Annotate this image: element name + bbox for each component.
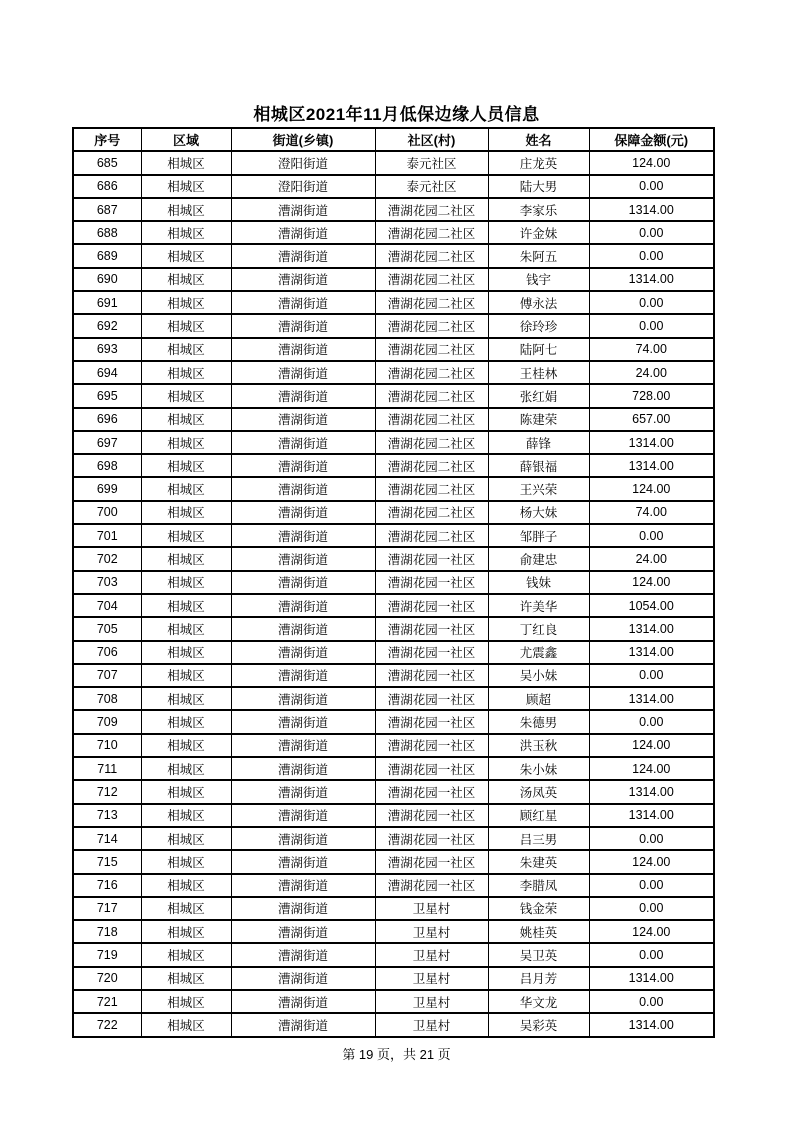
serial-cell: 689 — [73, 244, 141, 267]
table-row — [73, 175, 714, 198]
district-cell: 相城区 — [141, 221, 231, 244]
amount-cell: 1314.00 — [589, 454, 714, 477]
serial-cell: 706 — [73, 641, 141, 664]
table-header — [73, 128, 714, 151]
serial-cell: 708 — [73, 687, 141, 710]
name-cell: 钱金荣 — [488, 897, 589, 920]
name-cell: 姚桂英 — [488, 920, 589, 943]
community-cell: 卫星村 — [375, 943, 488, 966]
community-cell: 漕湖花园一社区 — [375, 757, 488, 780]
community-cell: 漕湖花园一社区 — [375, 780, 488, 803]
table-row — [73, 664, 714, 687]
community-cell: 卫星村 — [375, 967, 488, 990]
page-title: 相城区2021年11月低保边缘人员信息 — [253, 105, 540, 124]
table-row — [73, 710, 714, 733]
serial-cell: 705 — [73, 617, 141, 640]
serial-cell: 714 — [73, 827, 141, 850]
community-cell: 漕湖花园一社区 — [375, 547, 488, 570]
community-cell: 漕湖花园二社区 — [375, 268, 488, 291]
serial-cell: 711 — [73, 757, 141, 780]
serial-cell: 694 — [73, 361, 141, 384]
name-cell: 陆阿七 — [488, 338, 589, 361]
table-row — [73, 291, 714, 314]
street-cell: 漕湖街道 — [231, 943, 375, 966]
street-cell: 漕湖街道 — [231, 571, 375, 594]
amount-cell: 1314.00 — [589, 431, 714, 454]
table-row — [73, 524, 714, 547]
district-cell: 相城区 — [141, 431, 231, 454]
name-cell: 吴小妹 — [488, 664, 589, 687]
community-cell: 卫星村 — [375, 920, 488, 943]
amount-cell: 0.00 — [589, 897, 714, 920]
street-cell: 漕湖街道 — [231, 268, 375, 291]
table-row — [73, 850, 714, 873]
page-number: 第 19 页，共 21 页 — [342, 1047, 451, 1062]
community-cell: 漕湖花园一社区 — [375, 664, 488, 687]
table-row — [73, 1013, 714, 1036]
name-cell: 薛银福 — [488, 454, 589, 477]
table-row — [73, 804, 714, 827]
serial-cell: 695 — [73, 384, 141, 407]
header-amount: 保障金额(元) — [589, 128, 714, 151]
district-cell: 相城区 — [141, 897, 231, 920]
table-row — [73, 151, 714, 174]
street-cell: 漕湖街道 — [231, 664, 375, 687]
community-cell: 漕湖花园二社区 — [375, 314, 488, 337]
community-cell: 漕湖花园一社区 — [375, 710, 488, 733]
table-row — [73, 943, 714, 966]
community-cell: 漕湖花园一社区 — [375, 571, 488, 594]
table-row — [73, 221, 714, 244]
name-cell: 钱宇 — [488, 268, 589, 291]
community-cell: 漕湖花园一社区 — [375, 734, 488, 757]
name-cell: 汤凤英 — [488, 780, 589, 803]
community-cell: 漕湖花园一社区 — [375, 827, 488, 850]
district-cell: 相城区 — [141, 291, 231, 314]
community-cell: 卫星村 — [375, 990, 488, 1013]
table-row — [73, 874, 714, 897]
district-cell: 相城区 — [141, 547, 231, 570]
street-cell: 漕湖街道 — [231, 687, 375, 710]
street-cell: 漕湖街道 — [231, 314, 375, 337]
serial-cell: 704 — [73, 594, 141, 617]
street-cell: 漕湖街道 — [231, 804, 375, 827]
street-cell: 漕湖街道 — [231, 524, 375, 547]
street-cell: 漕湖街道 — [231, 850, 375, 873]
district-cell: 相城区 — [141, 338, 231, 361]
name-cell: 顾超 — [488, 687, 589, 710]
table-row — [73, 920, 714, 943]
community-cell: 漕湖花园二社区 — [375, 338, 488, 361]
serial-cell: 687 — [73, 198, 141, 221]
table-row — [73, 687, 714, 710]
table-row — [73, 384, 714, 407]
district-cell: 相城区 — [141, 198, 231, 221]
amount-cell: 124.00 — [589, 850, 714, 873]
table-row — [73, 338, 714, 361]
name-cell: 俞建忠 — [488, 547, 589, 570]
amount-cell: 1314.00 — [589, 617, 714, 640]
community-cell: 漕湖花园二社区 — [375, 198, 488, 221]
street-cell: 漕湖街道 — [231, 1013, 375, 1036]
community-cell: 漕湖花园二社区 — [375, 501, 488, 524]
amount-cell: 124.00 — [589, 734, 714, 757]
name-cell: 王桂林 — [488, 361, 589, 384]
amount-cell: 24.00 — [589, 361, 714, 384]
district-cell: 相城区 — [141, 804, 231, 827]
amount-cell: 0.00 — [589, 943, 714, 966]
serial-cell: 690 — [73, 268, 141, 291]
district-cell: 相城区 — [141, 617, 231, 640]
amount-cell: 1314.00 — [589, 641, 714, 664]
amount-cell: 124.00 — [589, 757, 714, 780]
people-table — [72, 127, 715, 1038]
amount-cell: 74.00 — [589, 501, 714, 524]
serial-cell: 722 — [73, 1013, 141, 1036]
serial-cell: 696 — [73, 408, 141, 431]
table-row — [73, 734, 714, 757]
name-cell: 邹胖子 — [488, 524, 589, 547]
district-cell: 相城区 — [141, 943, 231, 966]
street-cell: 漕湖街道 — [231, 641, 375, 664]
district-cell: 相城区 — [141, 408, 231, 431]
community-cell: 漕湖花园二社区 — [375, 384, 488, 407]
name-cell: 庄龙英 — [488, 151, 589, 174]
serial-cell: 719 — [73, 943, 141, 966]
serial-cell: 710 — [73, 734, 141, 757]
table-row — [73, 454, 714, 477]
street-cell: 漕湖街道 — [231, 431, 375, 454]
name-cell: 顾红星 — [488, 804, 589, 827]
district-cell: 相城区 — [141, 990, 231, 1013]
amount-cell: 1314.00 — [589, 967, 714, 990]
name-cell: 许美华 — [488, 594, 589, 617]
name-cell: 尤震鑫 — [488, 641, 589, 664]
table-row — [73, 268, 714, 291]
amount-cell: 728.00 — [589, 384, 714, 407]
table-row — [73, 594, 714, 617]
community-cell: 漕湖花园一社区 — [375, 641, 488, 664]
district-cell: 相城区 — [141, 710, 231, 733]
community-cell: 卫星村 — [375, 897, 488, 920]
amount-cell: 0.00 — [589, 874, 714, 897]
name-cell: 朱建英 — [488, 850, 589, 873]
table-row — [73, 477, 714, 500]
street-cell: 漕湖街道 — [231, 990, 375, 1013]
serial-cell: 707 — [73, 664, 141, 687]
table-row — [73, 501, 714, 524]
district-cell: 相城区 — [141, 664, 231, 687]
district-cell: 相城区 — [141, 384, 231, 407]
table-row — [73, 897, 714, 920]
amount-cell: 124.00 — [589, 920, 714, 943]
serial-cell: 701 — [73, 524, 141, 547]
table-row — [73, 757, 714, 780]
header-row — [73, 128, 714, 151]
district-cell: 相城区 — [141, 594, 231, 617]
district-cell: 相城区 — [141, 244, 231, 267]
community-cell: 泰元社区 — [375, 151, 488, 174]
table-row — [73, 547, 714, 570]
community-cell: 漕湖花园二社区 — [375, 244, 488, 267]
community-cell: 漕湖花园二社区 — [375, 524, 488, 547]
name-cell: 李家乐 — [488, 198, 589, 221]
street-cell: 漕湖街道 — [231, 920, 375, 943]
serial-cell: 717 — [73, 897, 141, 920]
table-row — [73, 244, 714, 267]
name-cell: 李腊凤 — [488, 874, 589, 897]
amount-cell: 0.00 — [589, 314, 714, 337]
name-cell: 吴彩英 — [488, 1013, 589, 1036]
street-cell: 漕湖街道 — [231, 454, 375, 477]
amount-cell: 0.00 — [589, 990, 714, 1013]
amount-cell: 1314.00 — [589, 268, 714, 291]
name-cell: 吕三男 — [488, 827, 589, 850]
amount-cell: 1314.00 — [589, 687, 714, 710]
amount-cell: 74.00 — [589, 338, 714, 361]
street-cell: 漕湖街道 — [231, 710, 375, 733]
serial-cell: 713 — [73, 804, 141, 827]
table-row — [73, 198, 714, 221]
district-cell: 相城区 — [141, 454, 231, 477]
amount-cell: 24.00 — [589, 547, 714, 570]
street-cell: 漕湖街道 — [231, 897, 375, 920]
table-row — [73, 408, 714, 431]
district-cell: 相城区 — [141, 314, 231, 337]
district-cell: 相城区 — [141, 477, 231, 500]
community-cell: 漕湖花园一社区 — [375, 850, 488, 873]
street-cell: 漕湖街道 — [231, 408, 375, 431]
table-row — [73, 617, 714, 640]
amount-cell: 124.00 — [589, 477, 714, 500]
name-cell: 傅永法 — [488, 291, 589, 314]
serial-cell: 702 — [73, 547, 141, 570]
district-cell: 相城区 — [141, 361, 231, 384]
street-cell: 漕湖街道 — [231, 198, 375, 221]
serial-cell: 720 — [73, 967, 141, 990]
name-cell: 钱妹 — [488, 571, 589, 594]
amount-cell: 1054.00 — [589, 594, 714, 617]
district-cell: 相城区 — [141, 734, 231, 757]
community-cell: 卫星村 — [375, 1013, 488, 1036]
community-cell: 漕湖花园二社区 — [375, 361, 488, 384]
serial-cell: 686 — [73, 175, 141, 198]
community-cell: 漕湖花园二社区 — [375, 454, 488, 477]
name-cell: 王兴荣 — [488, 477, 589, 500]
amount-cell: 0.00 — [589, 175, 714, 198]
name-cell: 朱小妹 — [488, 757, 589, 780]
serial-cell: 693 — [73, 338, 141, 361]
street-cell: 漕湖街道 — [231, 874, 375, 897]
street-cell: 漕湖街道 — [231, 244, 375, 267]
district-cell: 相城区 — [141, 757, 231, 780]
district-cell: 相城区 — [141, 501, 231, 524]
amount-cell: 0.00 — [589, 244, 714, 267]
amount-cell: 0.00 — [589, 710, 714, 733]
community-cell: 漕湖花园一社区 — [375, 594, 488, 617]
street-cell: 漕湖街道 — [231, 477, 375, 500]
street-cell: 漕湖街道 — [231, 780, 375, 803]
district-cell: 相城区 — [141, 780, 231, 803]
name-cell: 陆大男 — [488, 175, 589, 198]
street-cell: 漕湖街道 — [231, 757, 375, 780]
table-row — [73, 431, 714, 454]
table-row — [73, 571, 714, 594]
community-cell: 漕湖花园一社区 — [375, 874, 488, 897]
amount-cell: 657.00 — [589, 408, 714, 431]
street-cell: 漕湖街道 — [231, 594, 375, 617]
district-cell: 相城区 — [141, 687, 231, 710]
amount-cell: 1314.00 — [589, 198, 714, 221]
header-community: 社区(村) — [375, 128, 488, 151]
district-cell: 相城区 — [141, 151, 231, 174]
community-cell: 漕湖花园二社区 — [375, 477, 488, 500]
street-cell: 澄阳街道 — [231, 151, 375, 174]
name-cell: 朱德男 — [488, 710, 589, 733]
header-name: 姓名 — [488, 128, 589, 151]
amount-cell: 0.00 — [589, 221, 714, 244]
serial-cell: 709 — [73, 710, 141, 733]
community-cell: 漕湖花园二社区 — [375, 408, 488, 431]
header-serial: 序号 — [73, 128, 141, 151]
name-cell: 洪玉秋 — [488, 734, 589, 757]
serial-cell: 688 — [73, 221, 141, 244]
table-row — [73, 314, 714, 337]
district-cell: 相城区 — [141, 967, 231, 990]
name-cell: 徐玲珍 — [488, 314, 589, 337]
amount-cell: 0.00 — [589, 827, 714, 850]
name-cell: 华文龙 — [488, 990, 589, 1013]
serial-cell: 721 — [73, 990, 141, 1013]
amount-cell: 0.00 — [589, 291, 714, 314]
community-cell: 漕湖花园一社区 — [375, 617, 488, 640]
amount-cell: 0.00 — [589, 664, 714, 687]
district-cell: 相城区 — [141, 524, 231, 547]
name-cell: 吴卫英 — [488, 943, 589, 966]
street-cell: 漕湖街道 — [231, 338, 375, 361]
amount-cell: 1314.00 — [589, 804, 714, 827]
serial-cell: 716 — [73, 874, 141, 897]
serial-cell: 685 — [73, 151, 141, 174]
table-row — [73, 361, 714, 384]
community-cell: 漕湖花园一社区 — [375, 687, 488, 710]
street-cell: 漕湖街道 — [231, 221, 375, 244]
name-cell: 吕月芳 — [488, 967, 589, 990]
serial-cell: 703 — [73, 571, 141, 594]
serial-cell: 712 — [73, 780, 141, 803]
district-cell: 相城区 — [141, 641, 231, 664]
table-row — [73, 827, 714, 850]
district-cell: 相城区 — [141, 827, 231, 850]
street-cell: 漕湖街道 — [231, 827, 375, 850]
community-cell: 漕湖花园二社区 — [375, 291, 488, 314]
street-cell: 漕湖街道 — [231, 291, 375, 314]
serial-cell: 718 — [73, 920, 141, 943]
district-cell: 相城区 — [141, 175, 231, 198]
street-cell: 澄阳街道 — [231, 175, 375, 198]
serial-cell: 692 — [73, 314, 141, 337]
district-cell: 相城区 — [141, 1013, 231, 1036]
street-cell: 漕湖街道 — [231, 501, 375, 524]
serial-cell: 698 — [73, 454, 141, 477]
district-cell: 相城区 — [141, 874, 231, 897]
community-cell: 漕湖花园二社区 — [375, 221, 488, 244]
district-cell: 相城区 — [141, 920, 231, 943]
street-cell: 漕湖街道 — [231, 361, 375, 384]
serial-cell: 715 — [73, 850, 141, 873]
name-cell: 丁红良 — [488, 617, 589, 640]
district-cell: 相城区 — [141, 268, 231, 291]
name-cell: 陈建荣 — [488, 408, 589, 431]
header-street: 街道(乡镇) — [231, 128, 375, 151]
name-cell: 薛锋 — [488, 431, 589, 454]
community-cell: 漕湖花园二社区 — [375, 431, 488, 454]
amount-cell: 1314.00 — [589, 1013, 714, 1036]
table-row — [73, 780, 714, 803]
district-cell: 相城区 — [141, 571, 231, 594]
serial-cell: 697 — [73, 431, 141, 454]
serial-cell: 699 — [73, 477, 141, 500]
name-cell: 许金妹 — [488, 221, 589, 244]
amount-cell: 0.00 — [589, 524, 714, 547]
amount-cell: 124.00 — [589, 151, 714, 174]
street-cell: 漕湖街道 — [231, 617, 375, 640]
community-cell: 泰元社区 — [375, 175, 488, 198]
name-cell: 杨大妹 — [488, 501, 589, 524]
table-row — [73, 990, 714, 1013]
header-district: 区域 — [141, 128, 231, 151]
amount-cell: 124.00 — [589, 571, 714, 594]
amount-cell: 1314.00 — [589, 780, 714, 803]
street-cell: 漕湖街道 — [231, 384, 375, 407]
name-cell: 朱阿五 — [488, 244, 589, 267]
table-row — [73, 641, 714, 664]
street-cell: 漕湖街道 — [231, 734, 375, 757]
street-cell: 漕湖街道 — [231, 967, 375, 990]
serial-cell: 700 — [73, 501, 141, 524]
district-cell: 相城区 — [141, 850, 231, 873]
community-cell: 漕湖花园一社区 — [375, 804, 488, 827]
table-row — [73, 967, 714, 990]
street-cell: 漕湖街道 — [231, 547, 375, 570]
table-body — [73, 151, 714, 1036]
name-cell: 张红娟 — [488, 384, 589, 407]
serial-cell: 691 — [73, 291, 141, 314]
